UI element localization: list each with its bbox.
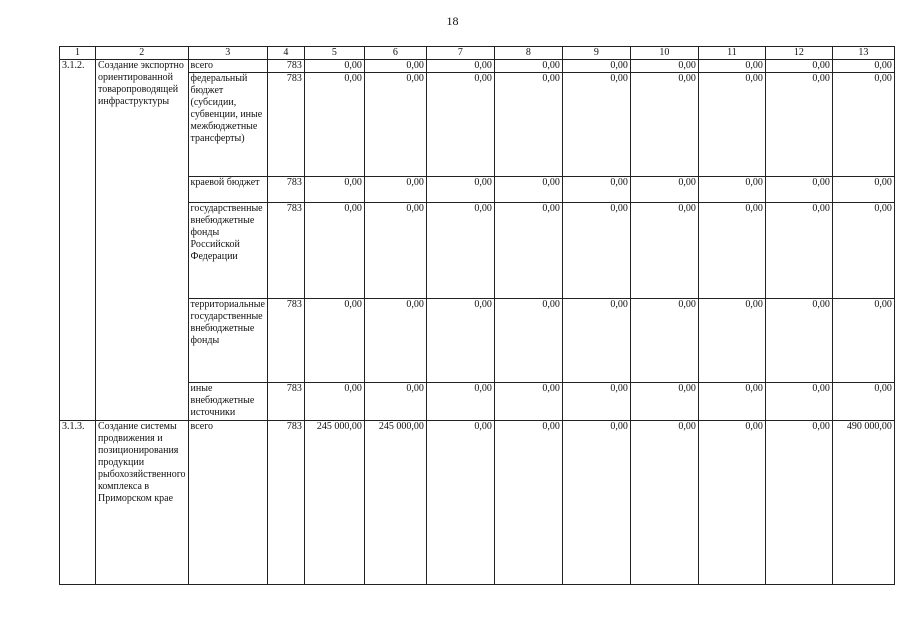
column-number: 9 — [562, 47, 630, 60]
amount-cell: 0,00 — [765, 177, 832, 203]
amount-cell: 0,00 — [494, 177, 562, 203]
amount-cell: 0,00 — [765, 60, 832, 73]
funding-source: государственные внебюджетные фонды Российской Федерации — [188, 203, 267, 299]
amount-cell: 0,00 — [765, 421, 832, 585]
amount-cell: 0,00 — [765, 383, 832, 421]
column-number: 7 — [426, 47, 494, 60]
amount-cell: 0,00 — [562, 383, 630, 421]
amount-cell: 0,00 — [698, 60, 765, 73]
amount-cell: 0,00 — [562, 60, 630, 73]
amount-cell: 0,00 — [832, 203, 894, 299]
amount-cell: 0,00 — [630, 177, 698, 203]
amount-cell: 0,00 — [494, 73, 562, 177]
column-number: 10 — [630, 47, 698, 60]
table-row — [60, 421, 895, 585]
amount-cell: 0,00 — [832, 73, 894, 177]
budget-table — [59, 46, 895, 585]
amount-cell: 0,00 — [765, 299, 832, 383]
amount-cell: 0,00 — [698, 421, 765, 585]
amount-cell: 0,00 — [630, 60, 698, 73]
budget-code: 783 — [267, 383, 304, 421]
amount-cell: 0,00 — [304, 383, 364, 421]
amount-cell: 0,00 — [364, 383, 426, 421]
item-name: Создание системы продвижения и позиционирования продукции рыбохозяйственного комплекса в Приморском крае — [96, 421, 189, 585]
column-number: 12 — [765, 47, 832, 60]
amount-cell: 0,00 — [698, 203, 765, 299]
amount-cell: 0,00 — [630, 299, 698, 383]
funding-source: федеральный бюджет (субсидии, субвенции, иные межбюджетные трансферты) — [188, 73, 267, 177]
amount-cell: 0,00 — [562, 177, 630, 203]
funding-source: краевой бюджет — [188, 177, 267, 203]
budget-code: 783 — [267, 60, 304, 73]
amount-cell: 0,00 — [304, 60, 364, 73]
amount-cell: 0,00 — [698, 177, 765, 203]
amount-cell: 0,00 — [426, 203, 494, 299]
funding-source: территориальные государственные внебюджетные фонды — [188, 299, 267, 383]
column-number: 5 — [304, 47, 364, 60]
amount-cell: 0,00 — [364, 203, 426, 299]
amount-cell: 245 000,00 — [364, 421, 426, 585]
amount-cell: 490 000,00 — [832, 421, 894, 585]
amount-cell: 0,00 — [364, 177, 426, 203]
amount-cell: 0,00 — [426, 299, 494, 383]
amount-cell: 0,00 — [832, 383, 894, 421]
page-number: 18 — [446, 14, 459, 28]
amount-cell: 0,00 — [494, 299, 562, 383]
amount-cell: 0,00 — [304, 73, 364, 177]
budget-code: 783 — [267, 299, 304, 383]
budget-code: 783 — [267, 73, 304, 177]
amount-cell: 0,00 — [832, 60, 894, 73]
amount-cell: 0,00 — [698, 383, 765, 421]
amount-cell: 0,00 — [304, 177, 364, 203]
funding-source: иные внебюджетные источники — [188, 383, 267, 421]
amount-cell: 0,00 — [630, 421, 698, 585]
amount-cell: 0,00 — [630, 73, 698, 177]
budget-code: 783 — [267, 203, 304, 299]
amount-cell: 0,00 — [304, 203, 364, 299]
column-number: 11 — [698, 47, 765, 60]
amount-cell: 0,00 — [698, 299, 765, 383]
amount-cell: 0,00 — [494, 383, 562, 421]
column-number: 13 — [832, 47, 894, 60]
amount-cell: 0,00 — [494, 203, 562, 299]
column-number: 6 — [364, 47, 426, 60]
amount-cell: 0,00 — [765, 73, 832, 177]
amount-cell: 0,00 — [364, 60, 426, 73]
amount-cell: 0,00 — [630, 203, 698, 299]
amount-cell: 0,00 — [426, 60, 494, 73]
amount-cell: 0,00 — [364, 299, 426, 383]
amount-cell: 0,00 — [426, 177, 494, 203]
funding-source: всего — [188, 60, 267, 73]
column-number: 1 — [60, 47, 96, 60]
column-number-row — [60, 47, 895, 60]
amount-cell: 0,00 — [494, 60, 562, 73]
column-number: 2 — [96, 47, 189, 60]
amount-cell: 0,00 — [304, 299, 364, 383]
budget-code: 783 — [267, 421, 304, 585]
amount-cell: 0,00 — [698, 73, 765, 177]
amount-cell: 0,00 — [832, 299, 894, 383]
column-number: 4 — [267, 47, 304, 60]
column-number: 8 — [494, 47, 562, 60]
amount-cell: 0,00 — [562, 73, 630, 177]
amount-cell: 0,00 — [562, 421, 630, 585]
amount-cell: 0,00 — [426, 383, 494, 421]
amount-cell: 0,00 — [562, 203, 630, 299]
item-name: Создание экспортно ориентированной товаропроводящей инфраструктуры — [96, 60, 189, 421]
amount-cell: 0,00 — [630, 383, 698, 421]
amount-cell: 0,00 — [494, 421, 562, 585]
item-number: 3.1.2. — [60, 60, 96, 421]
amount-cell: 0,00 — [562, 299, 630, 383]
amount-cell: 245 000,00 — [304, 421, 364, 585]
funding-source: всего — [188, 421, 267, 585]
amount-cell: 0,00 — [765, 203, 832, 299]
amount-cell: 0,00 — [426, 421, 494, 585]
column-number: 3 — [188, 47, 267, 60]
budget-code: 783 — [267, 177, 304, 203]
item-number: 3.1.3. — [60, 421, 96, 585]
amount-cell: 0,00 — [832, 177, 894, 203]
table-row — [60, 60, 895, 73]
amount-cell: 0,00 — [426, 73, 494, 177]
amount-cell: 0,00 — [364, 73, 426, 177]
